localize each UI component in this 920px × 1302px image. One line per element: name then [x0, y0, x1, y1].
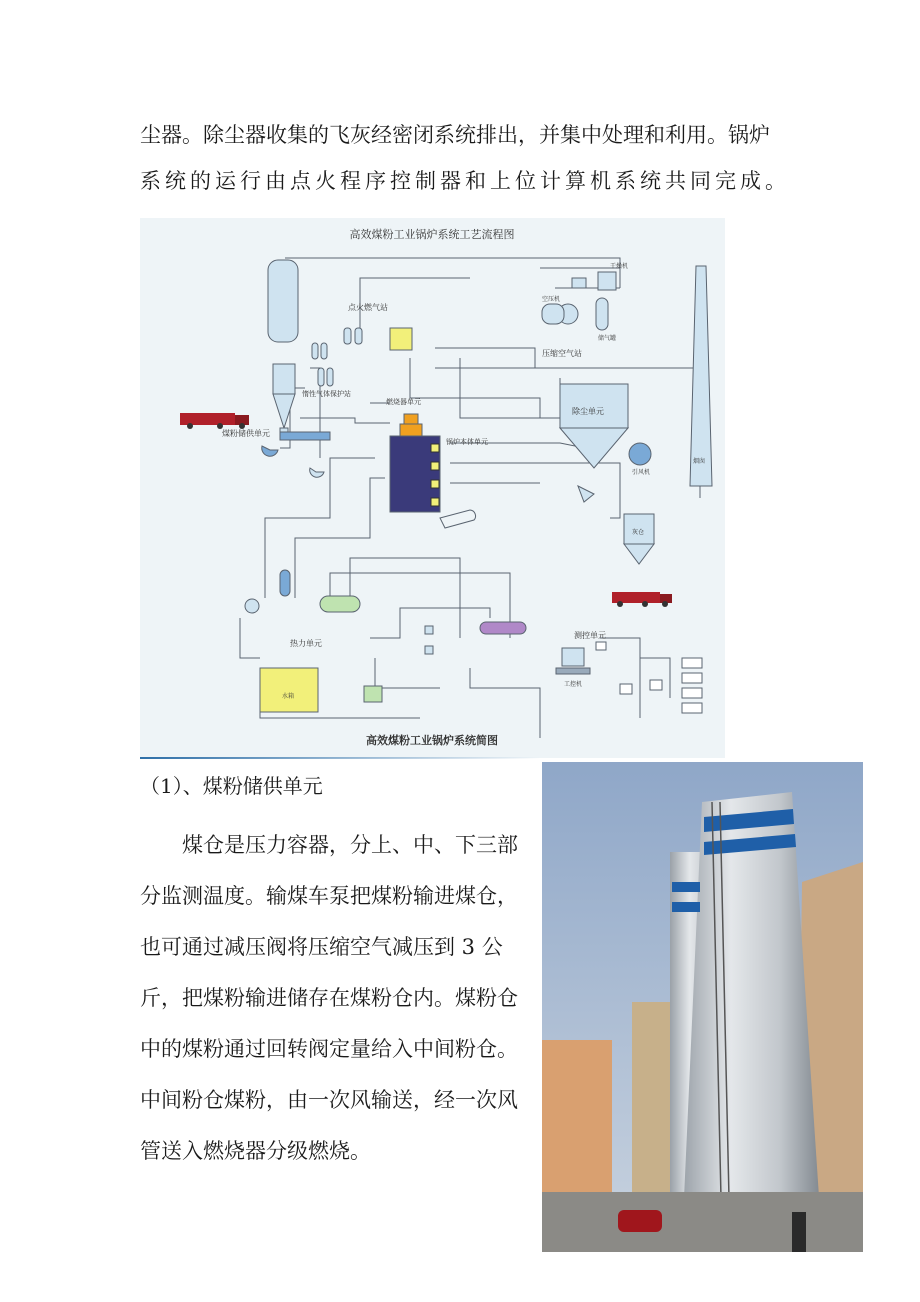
yellow-tank: [260, 668, 318, 712]
ash-truck: [612, 592, 672, 607]
label-air-tank: 储气罐: [598, 335, 617, 342]
chimney: [690, 266, 712, 486]
section-heading: （1）、煤粉储供单元: [140, 774, 323, 798]
cyclone-separator: [268, 260, 298, 440]
label-dust-removal-unit: 除尘单元: [572, 407, 604, 416]
label-measurement-control-unit: 测控单元: [574, 631, 606, 640]
label-tank: 水箱: [282, 693, 295, 700]
pipe-network: [240, 258, 700, 738]
paragraph-coal-storage: [140, 820, 538, 1177]
secondary-air-fan: [310, 468, 324, 477]
ash-silo: [624, 514, 654, 564]
label-compressed-air-station: 压缩空气站: [542, 349, 582, 358]
label-thermal-unit: 热力单元: [290, 639, 322, 648]
label-ash-silo: 灰仓: [632, 529, 645, 536]
boiler-furnace: [390, 436, 440, 512]
process-flow-diagram: [140, 218, 725, 758]
paragraph-intro-line-2: 系统的运行由点火程序控制器和上位计算机系统共同完成。: [140, 169, 790, 193]
diagram-title: 高效煤粉工业锅炉系统工艺流程图: [349, 228, 515, 241]
label-chimney: 烟囱: [693, 458, 706, 465]
diagram-caption: 高效煤粉工业锅炉系统简图: [366, 734, 498, 747]
figure-divider: [140, 757, 540, 759]
label-induced-fan: 引风机: [632, 469, 651, 476]
primary-air-fan: [262, 446, 278, 456]
label-air-compressor: 空压机: [542, 296, 561, 303]
label-inert-gas-station: 惰性气体保护站: [302, 390, 351, 398]
label-dryer: 干燥机: [610, 263, 629, 270]
conveyor-belt: [440, 510, 476, 528]
coal-truck: [180, 413, 249, 429]
burner-unit: [400, 414, 422, 436]
measurement-control-unit: [556, 642, 702, 713]
label-burner-unit: 燃烧器单元: [386, 398, 421, 406]
paragraph-coal-storage-text: 煤仓是压力容器，分上、中、下三部分监测温度。输煤车泵把煤粉输进煤仓，也可通过减压阀将压缩空气减压到 3 公斤，把煤粉输进储存在煤粉仓内。煤粉仓中的煤粉通过回转阀定量给入中间粉仓。中间粉仓煤粉，由一次风输送，经一次风管送入燃烧器分级燃烧。: [140, 833, 518, 1163]
label-industrial-computer: 工控机: [564, 681, 583, 688]
label-boiler-body-unit: 锅炉本体单元: [446, 438, 488, 446]
dust-removal-unit: [560, 384, 651, 502]
paragraph-intro: [140, 112, 790, 204]
paragraph-intro-line-1: 尘器。除尘器收集的飞灰经密闭系统排出，并集中处理和利用。锅炉: [140, 123, 770, 147]
label-ignition-gas-station: 点火燃气站: [348, 303, 388, 312]
diagram-canvas: [140, 218, 725, 758]
screw-conveyor: [280, 432, 330, 440]
label-coal-storage-unit: 煤粉储供单元: [222, 429, 270, 438]
coal-silo-photo: [542, 762, 863, 1252]
ignition-gas-bottles: [312, 328, 412, 386]
